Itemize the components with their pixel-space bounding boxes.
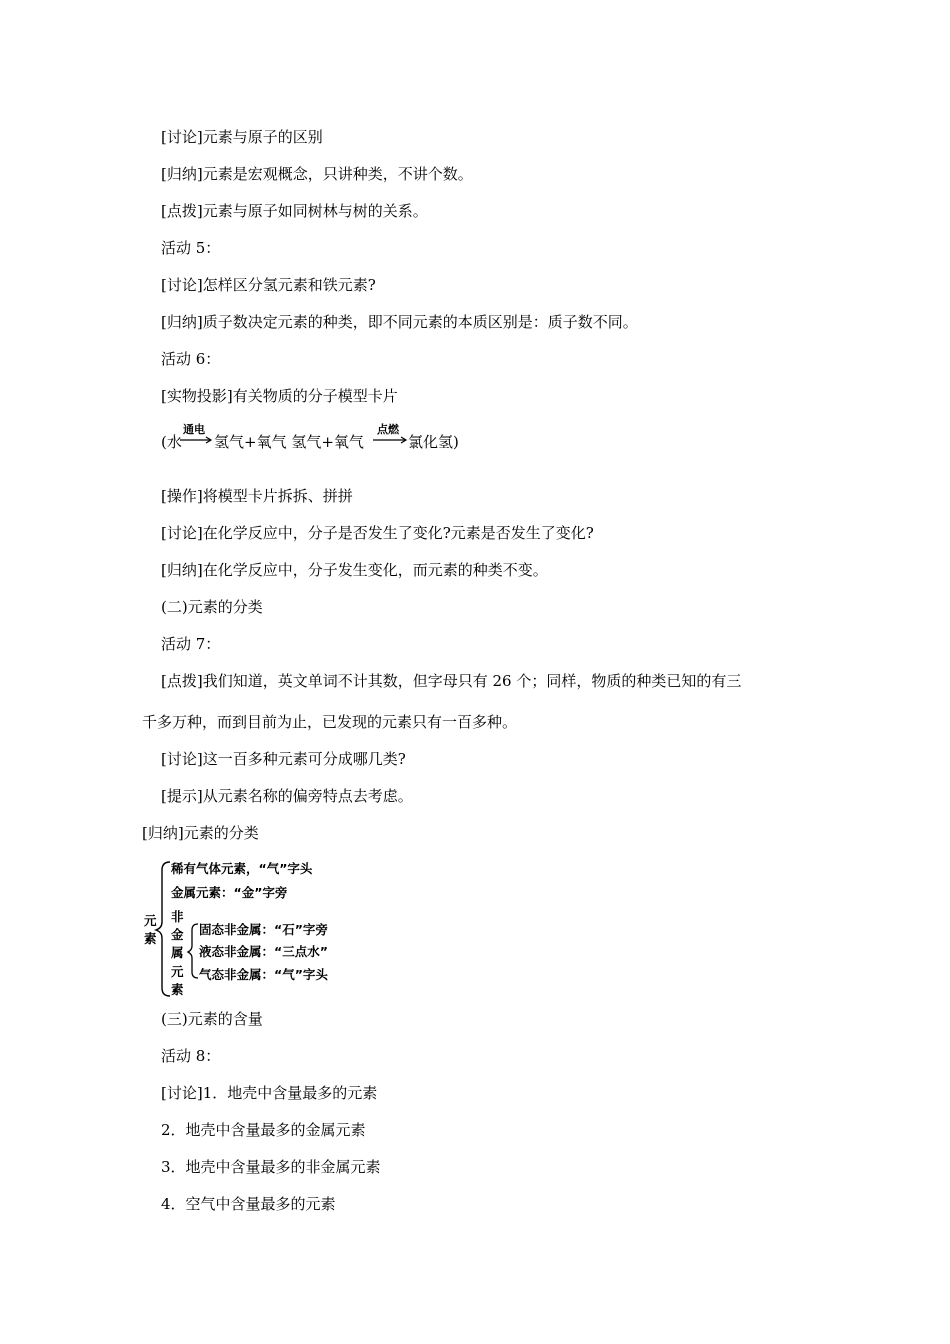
operation-line: [操作]将模型卡片拆拆、拼拼 (161, 487, 353, 505)
question-item: 2．地壳中含量最多的金属元素 (161, 1121, 366, 1139)
hint-paragraph-second: 千多万种，而到目前为止，已发现的元素只有一百多种。 (142, 713, 518, 731)
section-heading: (三)元素的含量 (161, 1010, 263, 1028)
reaction-middle: 氢气+氧气 氢气+氧气 (214, 433, 364, 451)
nonmetal-label: 金 (171, 927, 184, 942)
projection-line: [实物投影]有关物质的分子模型卡片 (161, 387, 398, 405)
condition-electrolysis: 通电 (183, 423, 205, 436)
solid-nonmetal-item: 固态非金属：“石”字旁 (199, 922, 328, 937)
element-classification-tree (140, 854, 370, 1004)
classification-heading: [归纳]元素的分类 (142, 824, 259, 842)
discussion-line: [讨论]这一百多种元素可分成哪几类? (161, 750, 406, 768)
reaction-close: 氯化氢) (408, 433, 459, 451)
metal-item: 金属元素：“金”字旁 (171, 885, 288, 900)
activity-heading: 活动 5： (161, 239, 221, 257)
liquid-nonmetal-item: 液态非金属：“三点水” (199, 944, 328, 959)
hint-line: [点拨]元素与原子如同树林与树的关系。 (161, 202, 428, 220)
nonmetal-label: 属 (171, 945, 184, 960)
nonmetal-label: 非 (171, 909, 184, 924)
reaction-open: (水 (161, 433, 182, 451)
question-item: 3．地壳中含量最多的非金属元素 (161, 1158, 381, 1176)
discussion-line: [讨论]元素与原子的区别 (161, 128, 323, 146)
condition-ignition: 点燃 (377, 423, 399, 436)
summary-line: [归纳]质子数决定元素的种类，即不同元素的本质区别是：质子数不同。 (161, 313, 638, 331)
root-label: 元 (144, 913, 157, 928)
discussion-line: [讨论]1．地壳中含量最多的元素 (161, 1084, 378, 1102)
reaction-arrow-icon (180, 436, 214, 444)
nonmetal-label: 素 (171, 982, 184, 997)
section-heading: (二)元素的分类 (161, 598, 263, 616)
rare-gas-item: 稀有气体元素，“气”字头 (171, 861, 313, 876)
activity-heading: 活动 7： (161, 635, 221, 653)
activity-heading: 活动 6： (161, 350, 221, 368)
root-label: 素 (144, 931, 157, 946)
discussion-line: [讨论]怎样区分氢元素和铁元素? (161, 276, 376, 294)
discussion-line: [讨论]在化学反应中，分子是否发生了变化?元素是否发生了变化? (161, 524, 594, 542)
hint-paragraph-first: [点拨]我们知道，英文单词不计其数，但字母只有 26 个；同样，物质的种类已知的有三 (161, 672, 742, 690)
gas-nonmetal-item: 气态非金属：“气”字头 (199, 967, 328, 982)
summary-line: [归纳]在化学反应中，分子发生变化，而元素的种类不变。 (161, 561, 548, 579)
question-item: 4．空气中含量最多的元素 (161, 1195, 336, 1213)
nonmetal-label: 元 (171, 964, 184, 979)
summary-line: [归纳]元素是宏观概念，只讲种类，不讲个数。 (161, 165, 473, 183)
prompt-line: [提示]从元素名称的偏旁特点去考虑。 (161, 787, 413, 805)
activity-heading: 活动 8： (161, 1047, 221, 1065)
reaction-arrow-icon (373, 436, 409, 444)
